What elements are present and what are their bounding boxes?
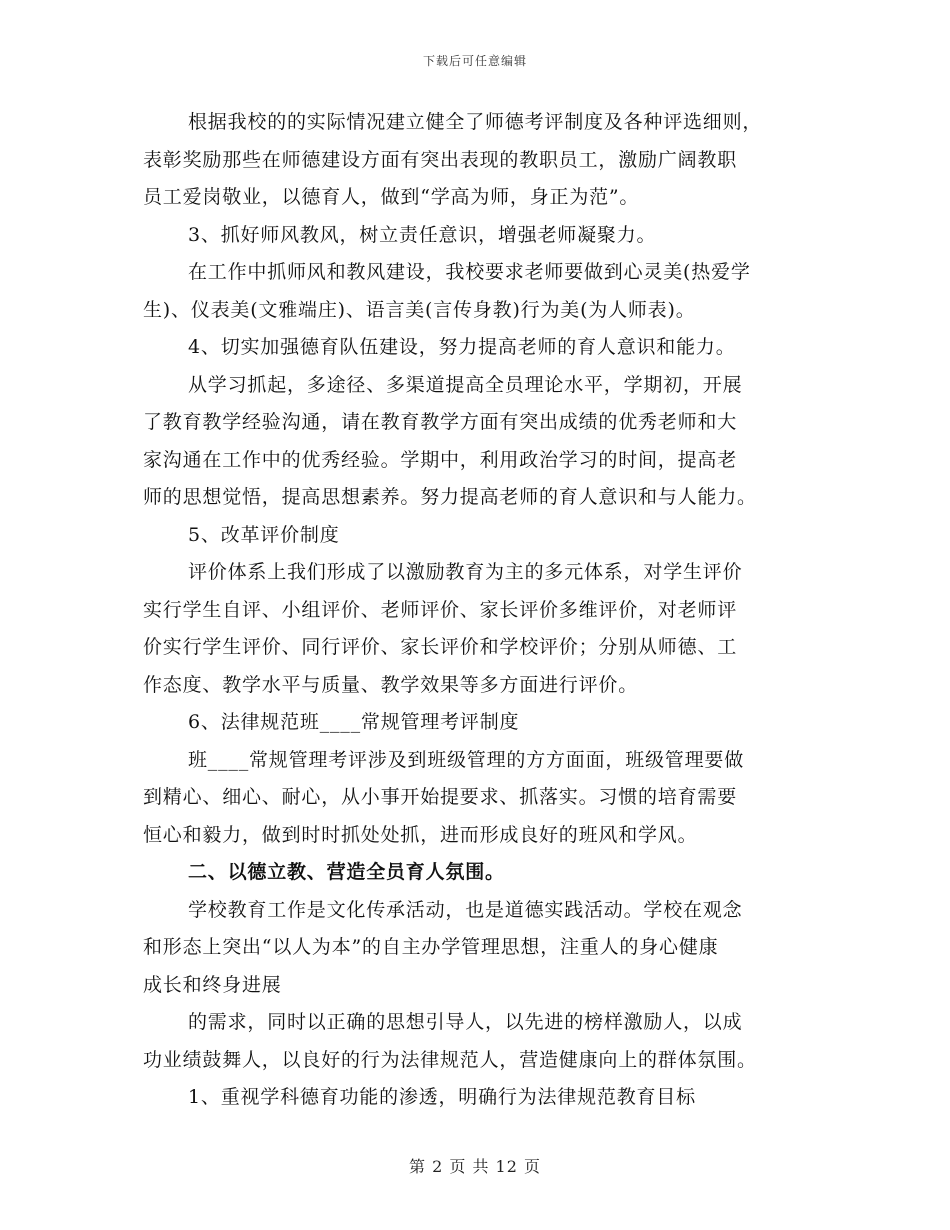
paragraph-line: 根据我校的的实际情况建立健全了师德考评制度及各种评选细则， — [188, 111, 763, 133]
paragraph-line: 从学习抓起，多途径、多渠道提高全员理论水平，学期初，开展 — [188, 373, 743, 396]
paragraph-line: 价实行学生评价、同行评价、家长评价和学校评价；分别从师德、工 — [143, 636, 738, 658]
paragraph-line: 实行学生自评、小组评价、老师评价、家长评价多维评价，对老师评 — [143, 598, 738, 621]
page-footer: 第 2 页 共 12 页 — [409, 1157, 541, 1176]
paragraph-line: 到精心、细心、耐心，从小事开始提要求、抓落实。习惯的培育需要 — [143, 786, 738, 808]
paragraph-line: 功业绩鼓舞人，以良好的行为法律规范人，营造健康向上的群体氛围。 — [143, 1048, 757, 1071]
section-heading: 1、重视学科德育功能的渗透，明确行为法律规范教育目标 — [188, 1086, 696, 1108]
paragraph-line: 班____常规管理考评涉及到班级管理的方方面面，班级管理要做 — [188, 748, 745, 771]
paragraph-line: 师的思想觉悟，提高思想素养。努力提高老师的育人意识和与人能力。 — [143, 486, 757, 508]
section-heading: 3、抓好师风教风，树立责任意识，增强老师凝聚力。 — [188, 223, 657, 246]
section-heading: 6、法律规范班____常规管理考评制度 — [188, 711, 520, 733]
paragraph-line: 评价体系上我们形成了以激励教育为主的多元体系，对学生评价 — [188, 561, 743, 583]
paragraph-line: 的需求，同时以正确的思想引导人，以先进的榜样激励人，以成 — [188, 1011, 743, 1033]
section-heading: 5、改革评价制度 — [188, 523, 340, 546]
paragraph-line: 生)、仪表美(文雅端庄)、语言美(言传身教)行为美(为人师表)。 — [143, 298, 696, 321]
section-heading: 4、切实加强德育队伍建设，努力提高老师的育人意识和能力。 — [188, 336, 736, 358]
paragraph-line: 和形态上突出“以人为本”的自主办学管理思想，注重人的身心健康 — [143, 936, 719, 958]
page-header: 下载后可任意编辑 — [422, 54, 527, 68]
paragraph-line: 员工爱岗敬业，以德育人，做到“学高为师，身正为范”。 — [143, 186, 640, 208]
paragraph-line: 学校教育工作是文化传承活动，也是道德实践活动。学校在观念 — [188, 898, 743, 921]
document-body — [143, 104, 803, 1117]
paragraph-line: 在工作中抓师风和教风建设，我校要求老师要做到心灵美(热爱学 — [188, 261, 751, 283]
paragraph-line: 表彰奖励那些在师德建设方面有突出表现的教职员工，激励广阔教职 — [143, 148, 738, 171]
paragraph-line: 恒心和毅力，做到时时抓处处抓，进而形成良好的班风和学风。 — [143, 823, 698, 846]
paragraph-line: 了教育教学经验沟通，请在教育教学方面有突出成绩的优秀老师和大 — [143, 411, 738, 433]
paragraph-line: 作态度、教学水平与质量、教学效果等多方面进行评价。 — [143, 673, 639, 696]
paragraph-line: 成长和终身进展 — [143, 973, 282, 996]
paragraph-line: 家沟通在工作中的优秀经验。学期中，利用政治学习的时间，提高老 — [143, 448, 738, 471]
chapter-heading: 二、以德立教、营造全员育人氛围。 — [188, 861, 505, 883]
